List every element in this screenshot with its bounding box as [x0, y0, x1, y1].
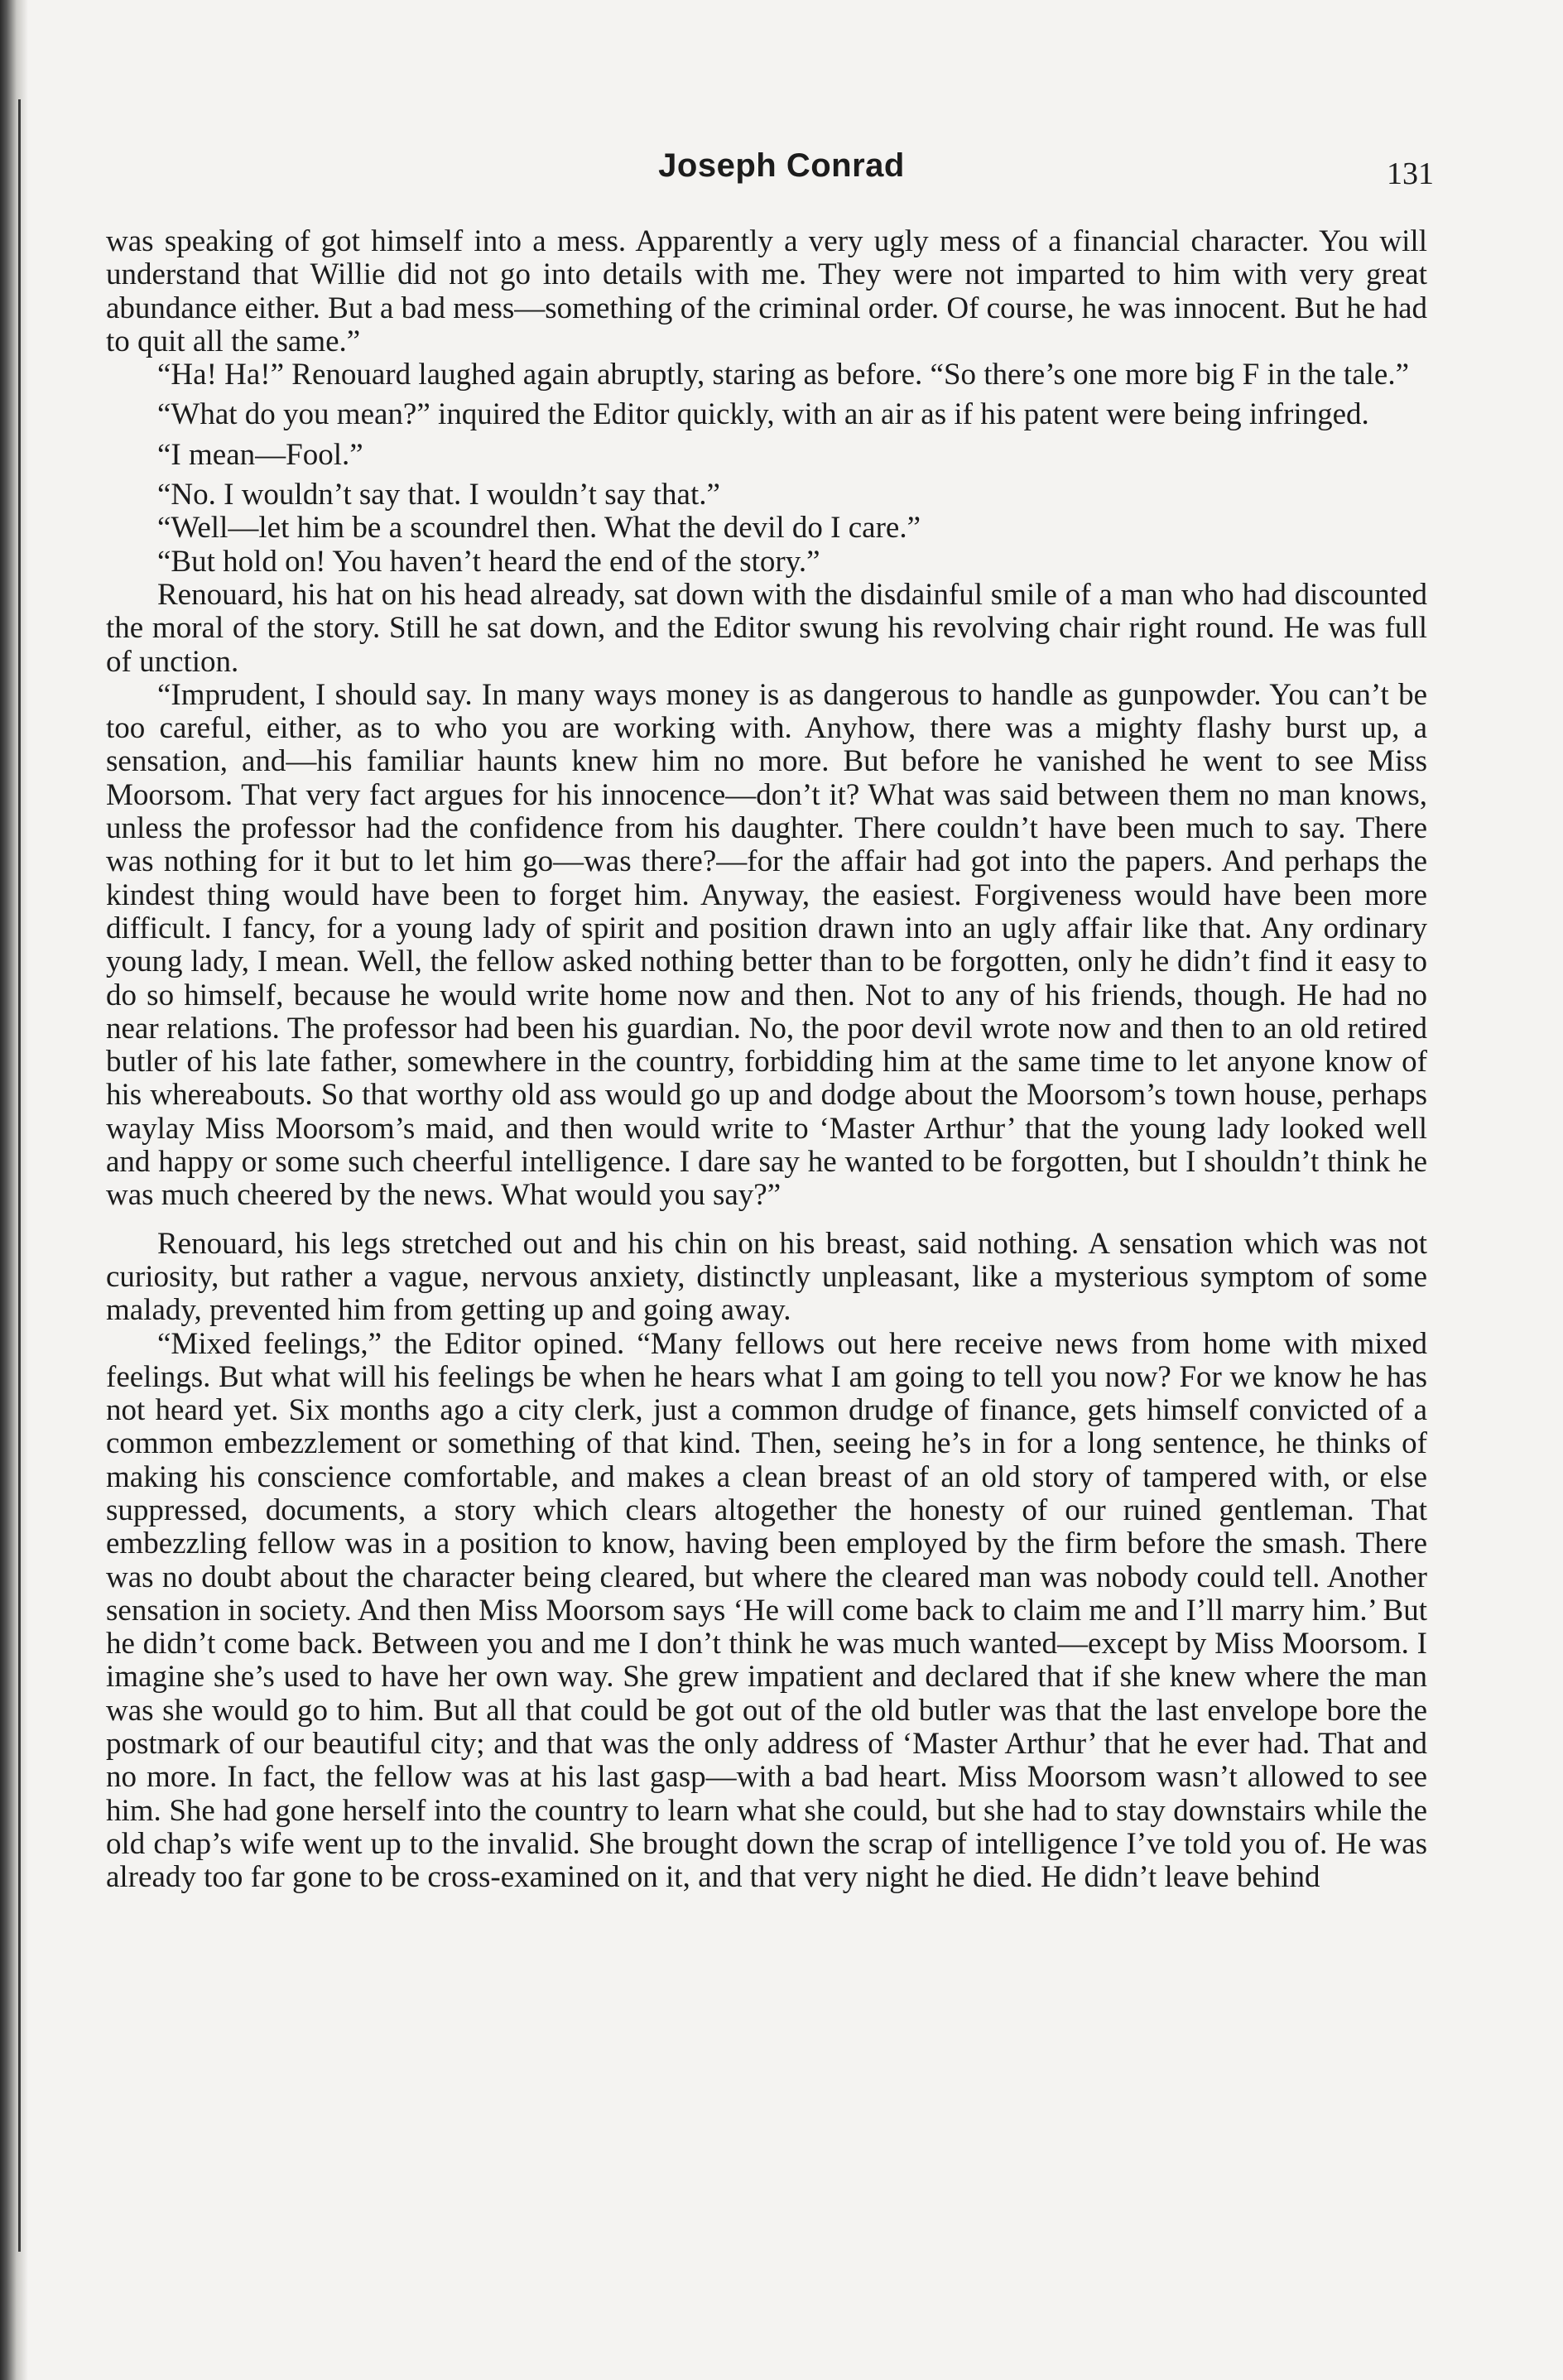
- paragraph-8: Renouard, his hat on his head already, sat down with the disdainful smile of a man who had discounted the moral of the story. Still he sat down, and the Editor swung his revolving chair right round. He was full of unction.: [106, 577, 1427, 679]
- paragraph-9: “Imprudent, I should say. In many ways money is as dangerous to handle as gunpowder. You can’t be too careful, either, as to who you are working with. Anyhow, there was a mighty flashy burst up, a sensation, and—his familiar haunts knew him no more. But before he vanished he went to see Miss Moorsom. That very fact argues for his innocence—don’t it? What was said between them no man knows, unless the professor had the confidence from his daughter. There couldn’t have been much to say. There was nothing for it but to let him go—was there?—for the affair had got into the papers. And perhaps the kindest thing would have been to forget him. Anyway, the easiest. Forgiveness would have been more difficult. I fancy, for a young lady of spirit and position drawn into an ugly affair like that. Any ordinary young lady, I mean. Well, the fellow asked nothing better than to be forgotten, only he didn’t find it easy to do so himself, because he would write home now and then. Not to any of his friends, though. He had no near relations. The professor had been his guardian. No, the poor devil wrote now and then to an old retired butler of his late father, somewhere in the country, forbidding him at the same time to let anyone know of his whereabouts. So that worthy old ass would go up and dodge about the Moorsom’s town house, perhaps waylay Miss Moorsom’s maid, and then would write to ‘Master Arthur’ that the young lady looked well and happy or some such cheerful intelligence. I dare say he wanted to be forgotten, but I shouldn’t think he was much cheered by the news. What would you say?”: [106, 677, 1427, 1213]
- body-text: [106, 225, 1427, 1895]
- paragraph-5: “No. I wouldn’t say that. I wouldn’t say that.”: [157, 478, 720, 512]
- page-binding-edge: [0, 0, 28, 2380]
- paragraph-7: “But hold on! You haven’t heard the end of the story.”: [157, 544, 820, 579]
- paragraph-4: “I mean—Fool.”: [157, 437, 363, 472]
- page-header: [0, 147, 1563, 197]
- binding-shadow-line: [18, 99, 21, 2252]
- paragraph-10: Renouard, his legs stretched out and his chin on his breast, said nothing. A sensation which was not curiosity, but rather a vague, nervous anxiety, distinctly unpleasant, like a mysterious symptom of some malady, prevented him from getting up and going away.: [106, 1226, 1427, 1328]
- paragraph-3: “What do you mean?” inquired the Editor quickly, with an air as if his patent were being infringed.: [157, 397, 1369, 432]
- running-title: Joseph Conrad: [658, 147, 905, 184]
- paragraph-2: “Ha! Ha!” Renouard laughed again abruptly, staring as before. “So there’s one more big F in the tale.”: [157, 358, 1410, 392]
- paragraph-1: was speaking of got himself into a mess. Apparently a very ugly mess of a financial character. You will understand that Willie did not go into details with me. They were not imparted to him with very great abundance either. But a bad mess—something of the criminal order. Of course, he was innocent. But he had to quit all the same.”: [106, 224, 1427, 358]
- paragraph-6: “Well—let him be a scoundrel then. What the devil do I care.”: [157, 511, 921, 546]
- paragraph-11: “Mixed feelings,” the Editor opined. “Many fellows out here receive news from home with mixed feelings. But what will his feelings be when he hears what I am going to tell you now? For we know he has not heard yet. Six months ago a city clerk, just a common drudge of finance, gets himself convicted of a common embezzlement or something of that kind. Then, seeing he’s in for a long sentence, he thinks of making his conscience comfortable, and makes a clean breast of an old story of tampered with, or else suppressed, documents, a story which clears altogether the honesty of our ruined gentleman. That embezzling fellow was in a position to know, having been employed by the firm before the smash. There was no doubt about the character being cleared, but where the cleared man was nobody could tell. Another sensation in society. And then Miss Moorsom says ‘He will come back to claim me and I’ll marry him.’ But he didn’t come back. Between you and me I don’t think he was much wanted—except by Miss Moorsom. I imagine she’s used to have her own way. She grew impatient and declared that if she knew where the man was she would go to him. But all that could be got out of the old butler was that the last envelope bore the postmark of our beautiful city; and that was the only address of ‘Master Arthur’ that he ever had. That and no more. In fact, the fellow was at his last gasp—with a bad heart. Miss Moorsom wasn’t allowed to see him. She had gone herself into the country to learn what she could, but she had to stay downstairs while the old chap’s wife went up to the invalid. She brought down the scrap of intelligence I’ve told you of. He was already too far gone to be cross-examined on it, and that very night he died. He didn’t leave behind: [106, 1326, 1427, 1895]
- page-number: 131: [1387, 156, 1434, 191]
